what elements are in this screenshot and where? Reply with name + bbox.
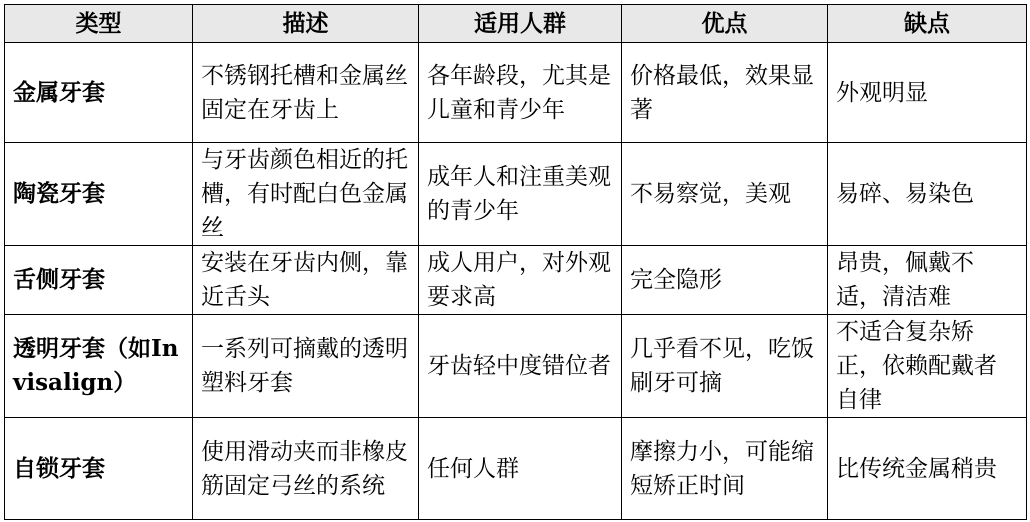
cell-cons: 外观明显 bbox=[828, 43, 1027, 143]
header-description: 描述 bbox=[193, 5, 419, 43]
cell-audience: 牙齿轻中度错位者 bbox=[419, 315, 622, 418]
cell-audience: 任何人群 bbox=[419, 418, 622, 520]
cell-pros: 完全隐形 bbox=[622, 246, 828, 315]
cell-description: 使用滑动夹而非橡皮筋固定弓丝的系统 bbox=[193, 418, 419, 520]
cell-audience: 成人用户，对外观要求高 bbox=[419, 246, 622, 315]
braces-comparison-table bbox=[4, 4, 1027, 520]
cell-type: 透明牙套（如Invisalign） bbox=[5, 315, 193, 418]
cell-description: 不锈钢托槽和金属丝固定在牙齿上 bbox=[193, 43, 419, 143]
cell-description: 安装在牙齿内侧，靠近舌头 bbox=[193, 246, 419, 315]
cell-audience: 各年龄段，尤其是儿童和青少年 bbox=[419, 43, 622, 143]
cell-description: 与牙齿颜色相近的托槽，有时配白色金属丝 bbox=[193, 143, 419, 246]
cell-type: 陶瓷牙套 bbox=[5, 143, 193, 246]
cell-cons: 昂贵，佩戴不适，清洁难 bbox=[828, 246, 1027, 315]
cell-cons: 不适合复杂矫正，依赖配戴者自律 bbox=[828, 315, 1027, 418]
cell-pros: 价格最低，效果显著 bbox=[622, 43, 828, 143]
cell-cons: 比传统金属稍贵 bbox=[828, 418, 1027, 520]
cell-type: 金属牙套 bbox=[5, 43, 193, 143]
table-row bbox=[5, 143, 1027, 246]
cell-pros: 几乎看不见，吃饭刷牙可摘 bbox=[622, 315, 828, 418]
header-type: 类型 bbox=[5, 5, 193, 43]
cell-type: 自锁牙套 bbox=[5, 418, 193, 520]
cell-description: 一系列可摘戴的透明塑料牙套 bbox=[193, 315, 419, 418]
table-row bbox=[5, 418, 1027, 520]
cell-pros: 摩擦力小，可能缩短矫正时间 bbox=[622, 418, 828, 520]
cell-audience: 成年人和注重美观的青少年 bbox=[419, 143, 622, 246]
table-row bbox=[5, 43, 1027, 143]
table-row bbox=[5, 315, 1027, 418]
header-audience: 适用人群 bbox=[419, 5, 622, 43]
cell-cons: 易碎、易染色 bbox=[828, 143, 1027, 246]
header-cons: 缺点 bbox=[828, 5, 1027, 43]
table-row bbox=[5, 246, 1027, 315]
header-row bbox=[5, 5, 1027, 43]
header-pros: 优点 bbox=[622, 5, 828, 43]
cell-type: 舌侧牙套 bbox=[5, 246, 193, 315]
cell-pros: 不易察觉，美观 bbox=[622, 143, 828, 246]
